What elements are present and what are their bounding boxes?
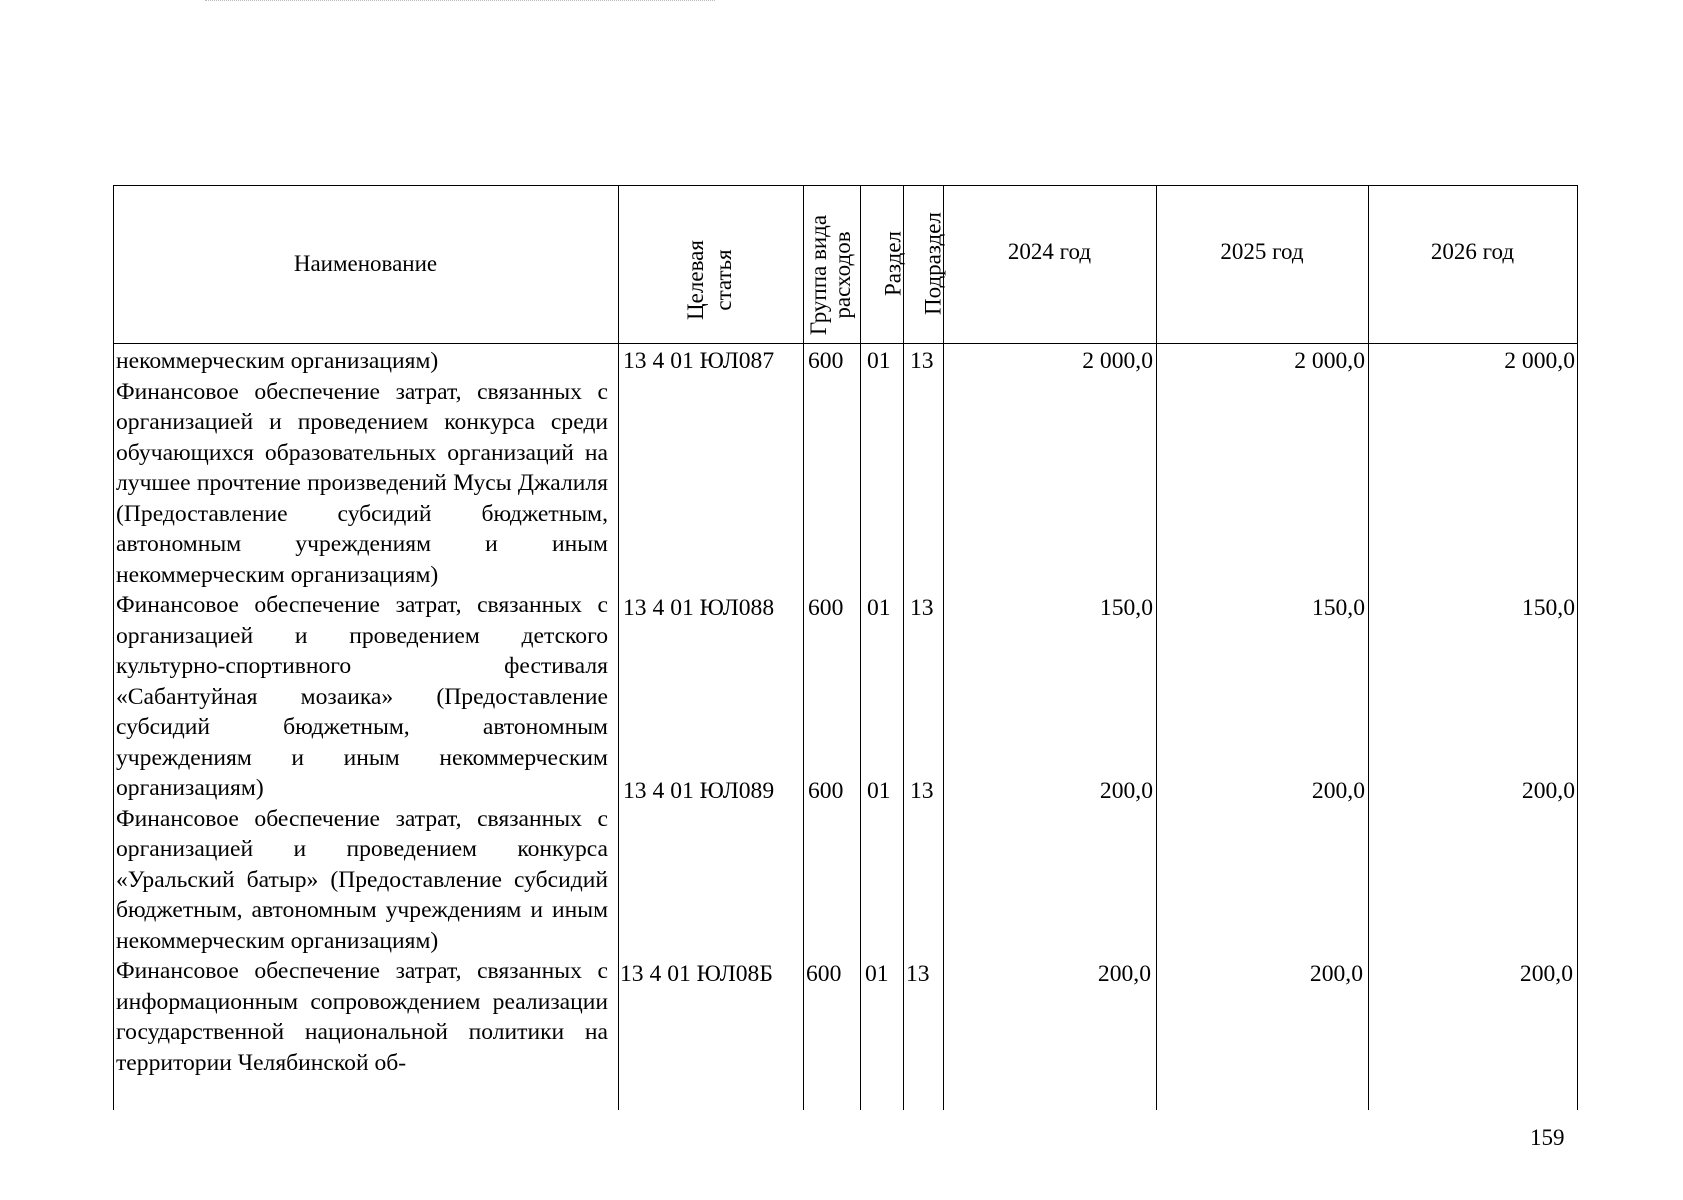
col-divider-target: [803, 185, 804, 1110]
row-value-2025: 150,0: [1311, 595, 1365, 621]
row-value-2025: 200,0: [1309, 961, 1363, 987]
header-name: Наименование: [293, 251, 438, 276]
header-group-text: Группа вида расходов: [806, 214, 855, 336]
row-value-2024: 200,0: [1099, 778, 1153, 804]
table-top-border: [113, 185, 1578, 186]
row-value-2026: 150,0: [1521, 595, 1575, 621]
header-2026: 2026 год: [1430, 239, 1515, 264]
row-value-2026: 200,0: [1521, 778, 1575, 804]
scan-artifact: [205, 0, 715, 1]
col-divider-2024: [1156, 185, 1157, 1110]
row-group: 600: [808, 595, 844, 621]
row-value-2025: 200,0: [1311, 778, 1365, 804]
row-name: Финансовое обеспечение затрат, связанных с организацией и проведением конкурса «Уральский батыр» (Предоставление субсидий бюджетным, автономным учреждениям и иным некоммерческим организациям): [116, 805, 608, 954]
col-divider-name: [618, 185, 619, 1110]
row-section: 01: [867, 778, 891, 804]
row-subsection: 13: [910, 778, 934, 804]
col-divider-2025: [1368, 185, 1369, 1110]
row-section: 01: [865, 961, 889, 987]
row-value-2026: 200,0: [1519, 961, 1573, 987]
header-2024: 2024 год: [1007, 239, 1092, 264]
row-group: 600: [808, 778, 844, 804]
row-subsection: 13: [906, 961, 930, 987]
col-divider-section: [903, 185, 904, 1110]
table-right-border: [1577, 185, 1578, 1110]
row-name: Финансовое обеспечение затрат, связанных с организацией и проведением детского культурно-спортивного фестиваля «Сабантуйная мозаика» (Предоставление субсидий бюджетным, автономным учреждениям и иным некоммерческим организациям): [116, 592, 608, 801]
row-name: Финансовое обеспечение затрат, связанных с организацией и проведением конкурса среди обучающихся образовательных организаций на лучшее прочтение произведений Мусы Джалиля (Предоставление субсидий бюджетным, автономным учреждениям и иным некоммерческим организациям): [116, 378, 608, 588]
row-value-2024: 200,0: [1097, 961, 1151, 987]
header-subsection: Подраздел: [920, 212, 946, 315]
header-target-text: Целевая статья: [683, 240, 736, 320]
row-group: 600: [808, 348, 844, 374]
table-left-border: [113, 185, 114, 1110]
col-divider-group: [860, 185, 861, 1110]
header-section: Раздел: [880, 230, 906, 297]
row-code: 13 4 01 ЮЛ089: [623, 778, 775, 804]
row-section: 01: [867, 595, 891, 621]
row-value-2024: 2 000,0: [1082, 348, 1153, 374]
name-column: [116, 346, 608, 1078]
row-group: 600: [806, 961, 842, 987]
row-code: 13 4 01 ЮЛ088: [623, 595, 775, 621]
col-divider-subsection: [943, 185, 944, 1110]
row-name: Финансовое обеспечение затрат, связанных с информационным сопровождением реализации государственной национальной политики на территории Челябинской об-: [116, 958, 608, 1076]
header-group: [807, 200, 855, 350]
row-code: 13 4 01 ЮЛ08Б: [620, 961, 773, 987]
row-subsection: 13: [910, 595, 934, 621]
header-2025: 2025 год: [1220, 239, 1304, 264]
row-value-2024: 150,0: [1099, 595, 1153, 621]
row-section: 01: [867, 348, 891, 374]
page-number: 159: [1530, 1125, 1565, 1150]
row-value-2026: 2 000,0: [1504, 348, 1575, 374]
row-subsection: 13: [910, 348, 934, 374]
header-target: [682, 205, 738, 355]
row-code: 13 4 01 ЮЛ087: [623, 348, 775, 374]
row-value-2025: 2 000,0: [1294, 348, 1365, 374]
row-name: некоммерческим организациям): [116, 348, 439, 374]
